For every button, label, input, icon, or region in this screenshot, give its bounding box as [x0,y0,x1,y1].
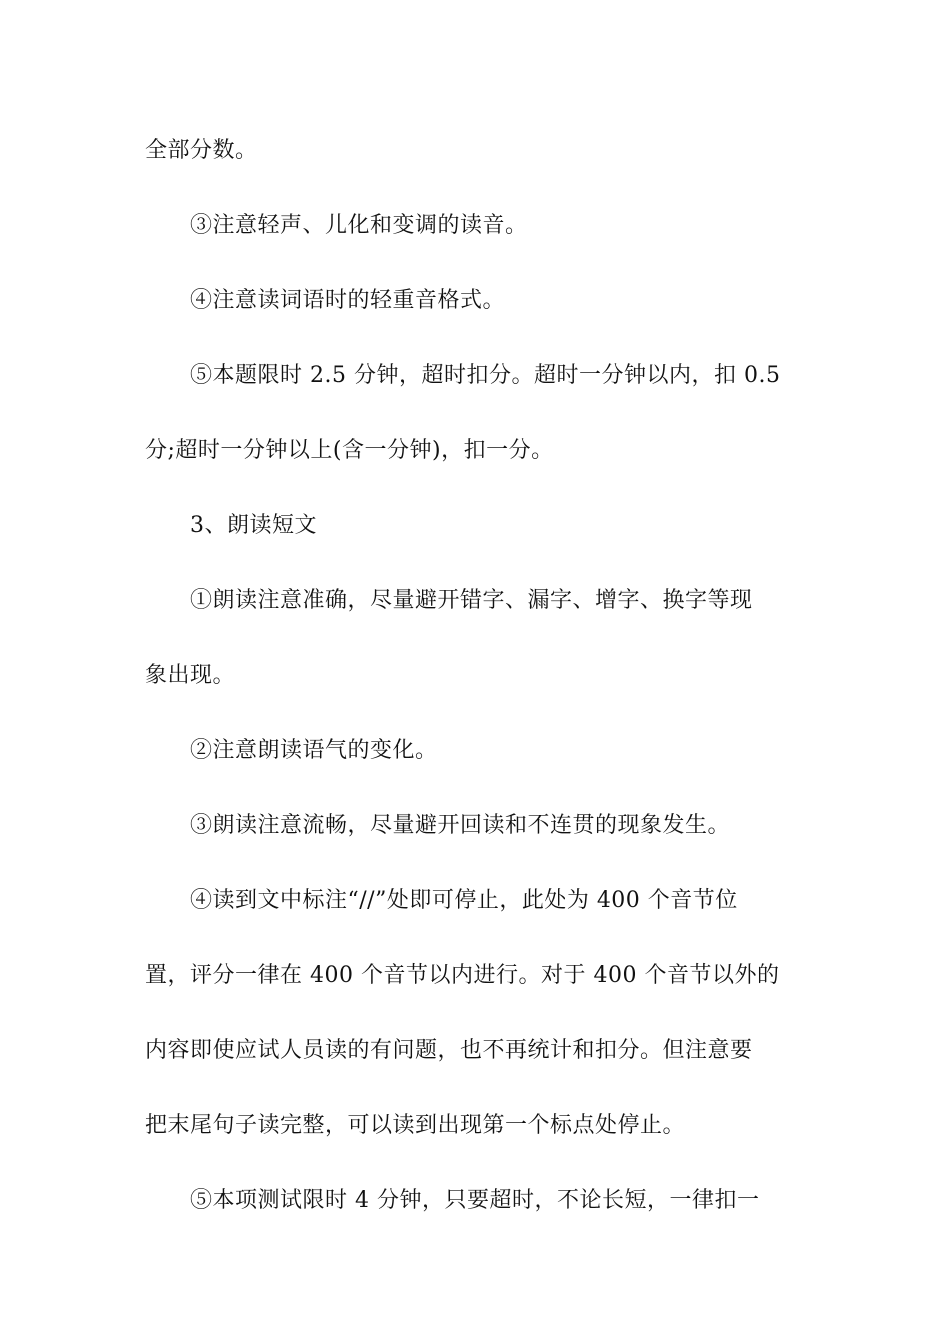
text-line: ④注意读词语时的轻重音格式。 [190,288,506,313]
text-line: ③朗读注意流畅，尽量避开回读和不连贯的现象发生。 [190,813,731,838]
text-line: ⑤本项测试限时 4 分钟，只要超时，不论长短，一律扣一 [190,1188,760,1213]
text-line: ③注意轻声、儿化和变调的读音。 [190,213,528,238]
text-line: 把末尾句子读完整，可以读到出现第一个标点处停止。 [145,1113,686,1138]
text-line: 置，评分一律在 400 个音节以内进行。对于 400 个音节以外的 [145,963,780,988]
text-line: ⑤本题限时 2.5 分钟，超时扣分。超时一分钟以内，扣 0.5 [190,363,781,388]
text-line: ①朗读注意准确，尽量避开错字、漏字、增字、换字等现 [190,588,753,613]
text-line: 内容即使应试人员读的有问题，也不再统计和扣分。但注意要 [145,1038,753,1063]
text-line: 分;超时一分钟以上(含一分钟)，扣一分。 [145,438,554,463]
text-line: 全部分数。 [145,138,258,163]
text-line: ②注意朗读语气的变化。 [190,738,438,763]
section-heading: 3、朗读短文 [190,513,317,538]
text-line: ④读到文中标注“//”处即可停止，此处为 400 个音节位 [190,888,738,913]
text-line: 象出现。 [145,663,236,688]
